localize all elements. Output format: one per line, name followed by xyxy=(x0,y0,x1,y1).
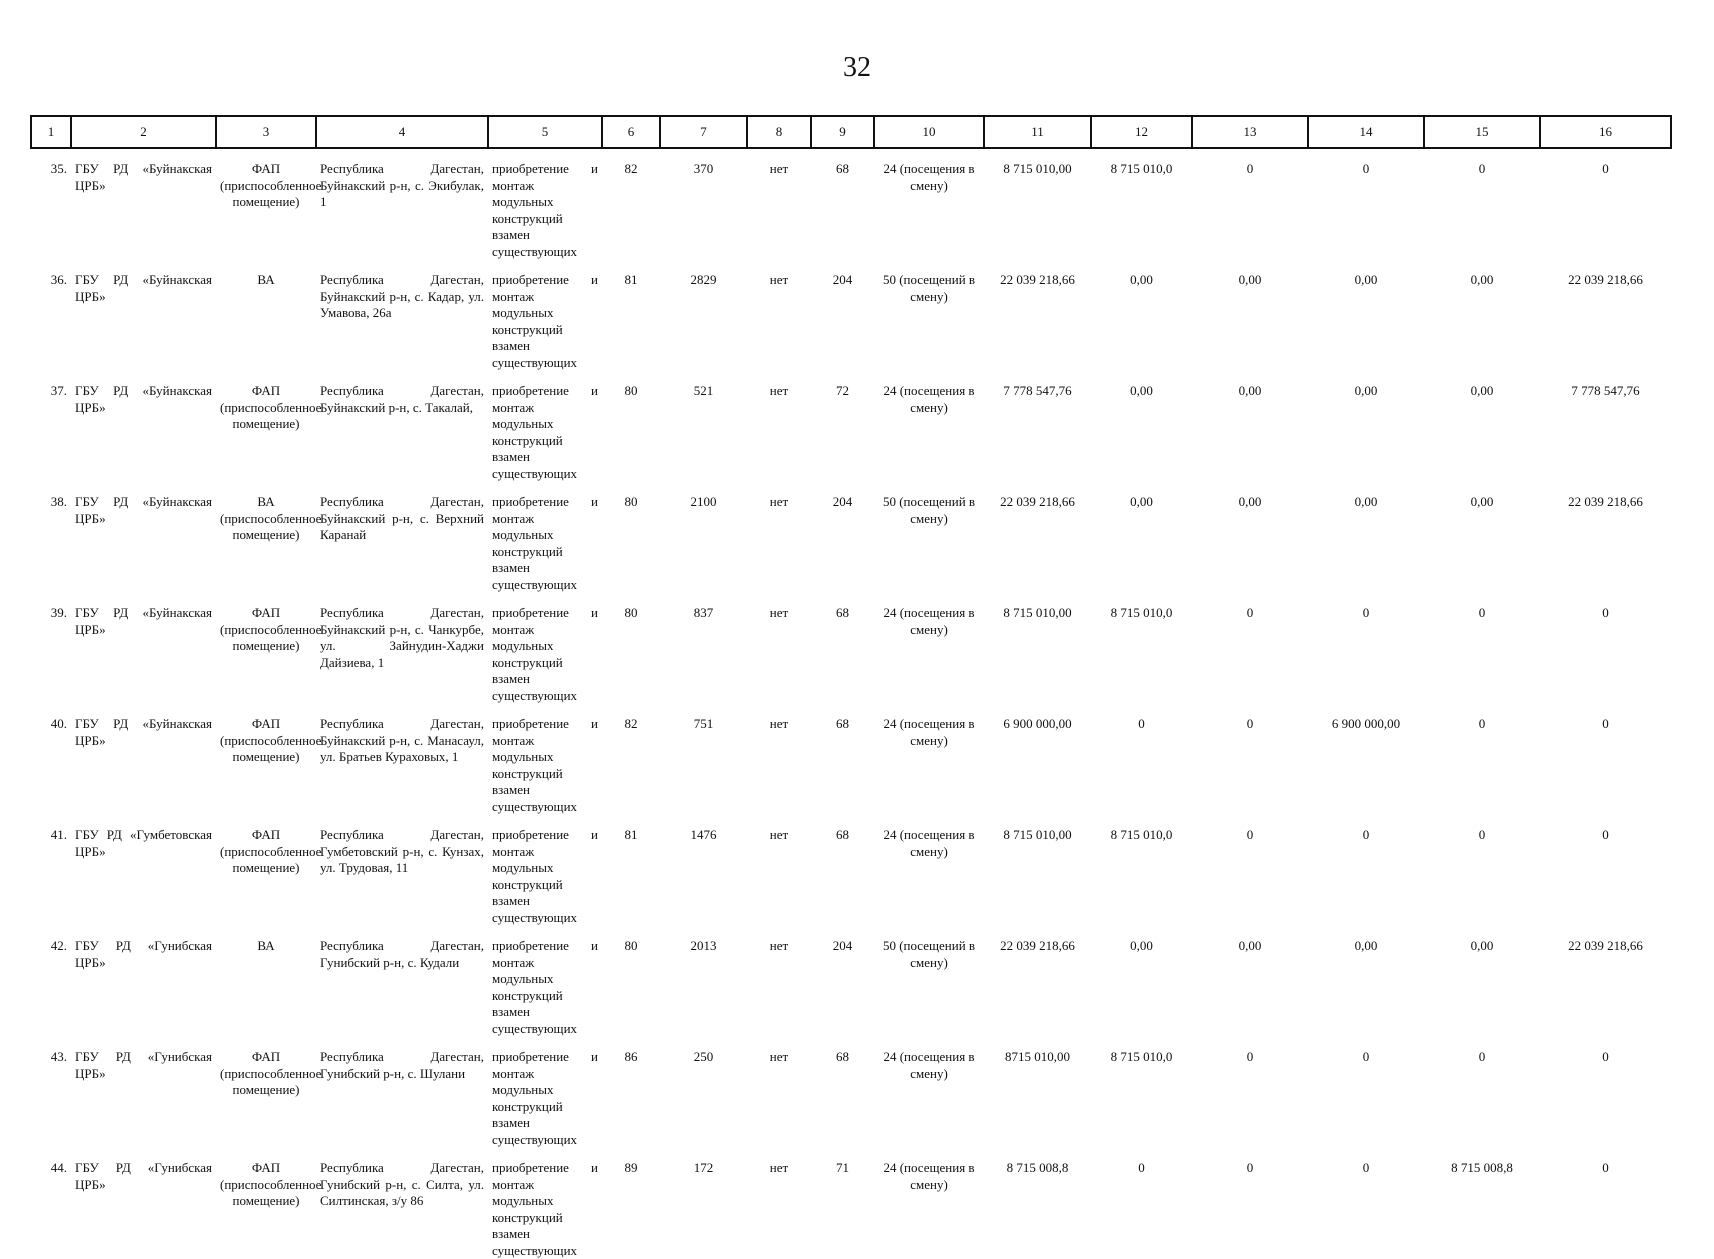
table-row xyxy=(31,1148,1671,1259)
col13-amount-cell: 0,00 xyxy=(1238,383,1262,398)
table-row xyxy=(31,371,1671,482)
col13-amount-cell: 0,00 xyxy=(1238,494,1262,509)
facility-type-cell: ВА (приспособленное помещение) xyxy=(220,494,322,542)
organization-cell: ГБУ РД «Гунибская ЦРБ» xyxy=(75,1160,212,1192)
col8-cell: нет xyxy=(769,383,789,398)
col15-amount-cell: 0,00 xyxy=(1470,494,1494,509)
col16-amount-cell: 0 xyxy=(1602,1160,1609,1175)
organization-cell: ГБУ РД «Буйнакская ЦРБ» xyxy=(75,605,212,637)
col6-cell: 80 xyxy=(624,494,638,509)
col13-amount-cell: 0,00 xyxy=(1238,938,1262,953)
col9-cell: 204 xyxy=(832,938,853,953)
col8-cell: нет xyxy=(769,161,789,176)
work-type-cell: приобретение и монтаж модульных конструкций взамен существующих xyxy=(492,383,598,481)
column-header-6: 6 xyxy=(602,116,660,148)
col16-amount-cell: 0 xyxy=(1602,605,1609,620)
table-row xyxy=(31,593,1671,704)
col9-cell: 68 xyxy=(836,605,849,620)
col7-cell: 250 xyxy=(693,1049,714,1064)
col15-amount-cell: 0 xyxy=(1478,827,1486,842)
col8-cell: нет xyxy=(769,1160,789,1175)
col15-amount-cell: 0,00 xyxy=(1470,272,1494,287)
column-header-4: 4 xyxy=(316,116,488,148)
col15-amount-cell: 0 xyxy=(1478,605,1486,620)
col9-cell: 68 xyxy=(836,827,849,842)
capacity-cell: 24 (посещения в смену) xyxy=(883,827,975,859)
col12-amount-cell: 0 xyxy=(1138,1160,1145,1175)
col16-amount-cell: 22 039 218,66 xyxy=(1568,272,1643,287)
col6-cell: 82 xyxy=(624,716,638,731)
capacity-cell: 50 (посещений в смену) xyxy=(882,938,976,970)
table-row xyxy=(31,704,1671,815)
capacity-cell: 24 (посещения в смену) xyxy=(883,716,975,748)
col8-cell: нет xyxy=(769,605,789,620)
table-header xyxy=(31,116,1671,148)
col6-cell: 81 xyxy=(624,272,638,287)
header-row xyxy=(31,116,1671,148)
col11-amount-cell: 22 039 218,66 xyxy=(1000,938,1075,953)
col9-cell: 204 xyxy=(832,494,853,509)
col14-amount-cell: 0,00 xyxy=(1354,494,1378,509)
column-header-8: 8 xyxy=(747,116,811,148)
col7-cell: 751 xyxy=(693,716,714,731)
column-header-7: 7 xyxy=(660,116,747,148)
col12-amount-cell: 8 715 010,0 xyxy=(1110,1049,1173,1064)
table-row xyxy=(31,482,1671,593)
col9-cell: 72 xyxy=(836,383,849,398)
col15-amount-cell: 0 xyxy=(1478,1049,1486,1064)
column-header-2: 2 xyxy=(71,116,216,148)
col7-cell: 370 xyxy=(693,161,714,176)
col13-amount-cell: 0 xyxy=(1246,827,1254,842)
row-index: 36. xyxy=(50,272,67,287)
row-index: 42. xyxy=(50,938,67,953)
table-row xyxy=(31,148,1671,260)
capacity-cell: 24 (посещения в смену) xyxy=(883,1160,975,1192)
col11-amount-cell: 22 039 218,66 xyxy=(1000,494,1075,509)
organization-cell: ГБУ РД «Гунибская ЦРБ» xyxy=(75,1049,212,1081)
column-header-15: 15 xyxy=(1424,116,1540,148)
col9-cell: 68 xyxy=(836,1049,849,1064)
col16-amount-cell: 22 039 218,66 xyxy=(1568,938,1643,953)
work-type-cell: приобретение и монтаж модульных конструкций взамен существующих xyxy=(492,161,598,259)
address-cell: Республика Дагестан, Буйнакский р-н, с. Чанкурбе, ул. Зайнудин-Хаджи Дайзиева, 1 xyxy=(320,605,484,670)
col9-cell: 68 xyxy=(836,161,849,176)
col13-amount-cell: 0 xyxy=(1246,1160,1254,1175)
table-row xyxy=(31,926,1671,1037)
col6-cell: 82 xyxy=(624,161,638,176)
row-index: 37. xyxy=(50,383,67,398)
col7-cell: 837 xyxy=(693,605,714,620)
col14-amount-cell: 0,00 xyxy=(1354,383,1378,398)
col15-amount-cell: 0 xyxy=(1478,716,1486,731)
organization-cell: ГБУ РД «Буйнакская ЦРБ» xyxy=(75,272,212,304)
work-type-cell: приобретение и монтаж модульных конструкций взамен существующих xyxy=(492,1049,598,1147)
facility-type-cell: ФАП (приспособленное помещение) xyxy=(220,827,322,875)
data-table xyxy=(30,115,1672,1259)
column-header-3: 3 xyxy=(216,116,316,148)
organization-cell: ГБУ РД «Буйнакская ЦРБ» xyxy=(75,161,212,193)
facility-type-cell: ВА xyxy=(257,938,275,953)
table-row xyxy=(31,815,1671,926)
col14-amount-cell: 0,00 xyxy=(1354,938,1378,953)
column-header-14: 14 xyxy=(1308,116,1424,148)
address-cell: Республика Дагестан, Гунибский р-н, с. Шулани xyxy=(320,1049,484,1081)
col14-amount-cell: 0 xyxy=(1362,161,1370,176)
facility-type-cell: ФАП (приспособленное помещение) xyxy=(220,605,322,653)
page-number: 32 xyxy=(843,52,871,83)
work-type-cell: приобретение и монтаж модульных конструкций взамен существующих xyxy=(492,494,598,592)
col12-amount-cell: 8 715 010,0 xyxy=(1110,827,1173,842)
capacity-cell: 24 (посещения в смену) xyxy=(883,161,975,193)
col9-cell: 71 xyxy=(836,1160,849,1175)
col7-cell: 2829 xyxy=(690,272,717,287)
capacity-cell: 24 (посещения в смену) xyxy=(883,383,975,415)
col8-cell: нет xyxy=(769,938,789,953)
work-type-cell: приобретение и монтаж модульных конструкций взамен существующих xyxy=(492,716,598,814)
facility-type-cell: ФАП (приспособленное помещение) xyxy=(220,161,322,209)
col9-cell: 204 xyxy=(832,272,853,287)
col8-cell: нет xyxy=(769,494,789,509)
col16-amount-cell: 0 xyxy=(1602,1049,1609,1064)
facility-type-cell: ВА xyxy=(257,272,275,287)
col6-cell: 81 xyxy=(624,827,638,842)
work-type-cell: приобретение и монтаж модульных конструкций взамен существующих xyxy=(492,1160,598,1258)
col11-amount-cell: 8 715 010,00 xyxy=(1003,605,1072,620)
facility-type-cell: ФАП (приспособленное помещение) xyxy=(220,716,322,764)
col12-amount-cell: 0,00 xyxy=(1130,383,1153,398)
column-header-13: 13 xyxy=(1192,116,1308,148)
col14-amount-cell: 6 900 000,00 xyxy=(1331,716,1401,731)
column-header-1: 1 xyxy=(31,116,71,148)
facility-type-cell: ФАП (приспособленное помещение) xyxy=(220,1049,322,1097)
organization-cell: ГБУ РД «Гунибская ЦРБ» xyxy=(75,938,212,970)
column-header-16: 16 xyxy=(1540,116,1671,148)
col13-amount-cell: 0 xyxy=(1246,161,1254,176)
table-row xyxy=(31,1037,1671,1148)
address-cell: Республика Дагестан, Гунибский р-н, с. Силта, ул. Силтинская, з/у 86 xyxy=(320,1160,484,1208)
col14-amount-cell: 0 xyxy=(1362,605,1370,620)
table-row xyxy=(31,260,1671,371)
col12-amount-cell: 8 715 010,0 xyxy=(1110,161,1173,176)
col7-cell: 1476 xyxy=(690,827,717,842)
col13-amount-cell: 0,00 xyxy=(1238,272,1262,287)
column-header-12: 12 xyxy=(1091,116,1192,148)
address-cell: Республика Дагестан, Буйнакский р-н, с. Верхний Каранай xyxy=(320,494,484,542)
column-header-11: 11 xyxy=(984,116,1091,148)
row-index: 40. xyxy=(50,716,67,731)
col6-cell: 80 xyxy=(624,605,638,620)
col16-amount-cell: 0 xyxy=(1602,161,1609,176)
column-header-9: 9 xyxy=(811,116,874,148)
col15-amount-cell: 0,00 xyxy=(1470,383,1494,398)
col16-amount-cell: 22 039 218,66 xyxy=(1568,494,1643,509)
col11-amount-cell: 22 039 218,66 xyxy=(1000,272,1075,287)
capacity-cell: 50 (посещений в смену) xyxy=(882,494,976,526)
col12-amount-cell: 0,00 xyxy=(1130,938,1153,953)
col13-amount-cell: 0 xyxy=(1246,605,1254,620)
col7-cell: 172 xyxy=(693,1160,714,1175)
facility-type-cell: ФАП (приспособленное помещение) xyxy=(220,383,322,431)
organization-cell: ГБУ РД «Буйнакская ЦРБ» xyxy=(75,716,212,748)
col14-amount-cell: 0 xyxy=(1362,1160,1370,1175)
row-index: 38. xyxy=(50,494,67,509)
organization-cell: ГБУ РД «Гумбетовская ЦРБ» xyxy=(75,827,212,859)
capacity-cell: 24 (посещения в смену) xyxy=(883,605,975,637)
organization-cell: ГБУ РД «Буйнакская ЦРБ» xyxy=(75,494,212,526)
col6-cell: 80 xyxy=(624,938,638,953)
organization-cell: ГБУ РД «Буйнакская ЦРБ» xyxy=(75,383,212,415)
col11-amount-cell: 8 715 010,00 xyxy=(1003,827,1072,842)
capacity-cell: 50 (посещений в смену) xyxy=(882,272,976,304)
column-header-5: 5 xyxy=(488,116,602,148)
col8-cell: нет xyxy=(769,716,789,731)
col7-cell: 2013 xyxy=(690,938,717,953)
col6-cell: 89 xyxy=(624,1160,638,1175)
col7-cell: 521 xyxy=(693,383,714,398)
col14-amount-cell: 0 xyxy=(1362,1049,1370,1064)
col9-cell: 68 xyxy=(836,716,849,731)
col11-amount-cell: 8 715 010,00 xyxy=(1003,161,1072,176)
row-index: 35. xyxy=(50,161,67,176)
col14-amount-cell: 0,00 xyxy=(1354,272,1378,287)
work-type-cell: приобретение и монтаж модульных конструкций взамен существующих xyxy=(492,272,598,370)
address-cell: Республика Дагестан, Гумбетовский р-н, с. Кунзах, ул. Трудовая, 11 xyxy=(320,827,484,875)
col6-cell: 86 xyxy=(624,1049,638,1064)
work-type-cell: приобретение и монтаж модульных конструкций взамен существующих xyxy=(492,605,598,703)
col15-amount-cell: 0 xyxy=(1478,161,1486,176)
work-type-cell: приобретение и монтаж модульных конструкций взамен существующих xyxy=(492,938,598,1036)
col11-amount-cell: 8 715 008,8 xyxy=(1006,1160,1069,1175)
address-cell: Республика Дагестан, Гунибский р-н, с. Кудали xyxy=(320,938,484,970)
col13-amount-cell: 0 xyxy=(1246,1049,1254,1064)
col12-amount-cell: 0,00 xyxy=(1130,494,1153,509)
col12-amount-cell: 0,00 xyxy=(1130,272,1153,287)
col16-amount-cell: 7 778 547,76 xyxy=(1571,383,1640,398)
row-index: 44. xyxy=(50,1160,67,1175)
facility-type-cell: ФАП (приспособленное помещение) xyxy=(220,1160,322,1208)
col8-cell: нет xyxy=(769,272,789,287)
col11-amount-cell: 7 778 547,76 xyxy=(1003,383,1072,398)
col8-cell: нет xyxy=(769,1049,789,1064)
col12-amount-cell: 8 715 010,0 xyxy=(1110,605,1173,620)
col8-cell: нет xyxy=(769,827,789,842)
address-cell: Республика Дагестан, Буйнакский р-н, с. Кадар, ул. Умавова, 26а xyxy=(320,272,484,320)
col14-amount-cell: 0 xyxy=(1362,827,1370,842)
col15-amount-cell: 0,00 xyxy=(1470,938,1494,953)
row-index: 43. xyxy=(50,1049,67,1064)
column-header-10: 10 xyxy=(874,116,984,148)
col16-amount-cell: 0 xyxy=(1602,827,1609,842)
col12-amount-cell: 0 xyxy=(1138,716,1145,731)
address-cell: Республика Дагестан, Буйнакский р-н, с. Такалай, xyxy=(320,383,484,415)
row-index: 41. xyxy=(50,827,67,842)
col15-amount-cell: 8 715 008,8 xyxy=(1451,1160,1513,1175)
address-cell: Республика Дагестан, Буйнакский р-н, с. Экибулак, 1 xyxy=(320,161,484,209)
col7-cell: 2100 xyxy=(690,494,717,509)
col11-amount-cell: 6 900 000,00 xyxy=(1003,716,1072,731)
col11-amount-cell: 8715 010,00 xyxy=(1005,1049,1070,1064)
col6-cell: 80 xyxy=(624,383,638,398)
capacity-cell: 24 (посещения в смену) xyxy=(883,1049,975,1081)
work-type-cell: приобретение и монтаж модульных конструкций взамен существующих xyxy=(492,827,598,925)
address-cell: Республика Дагестан, Буйнакский р-н, с. Манасаул, ул. Братьев Кураховых, 1 xyxy=(320,716,484,764)
col13-amount-cell: 0 xyxy=(1246,716,1254,731)
col16-amount-cell: 0 xyxy=(1602,716,1609,731)
row-index: 39. xyxy=(50,605,67,620)
table-body xyxy=(31,148,1671,1259)
